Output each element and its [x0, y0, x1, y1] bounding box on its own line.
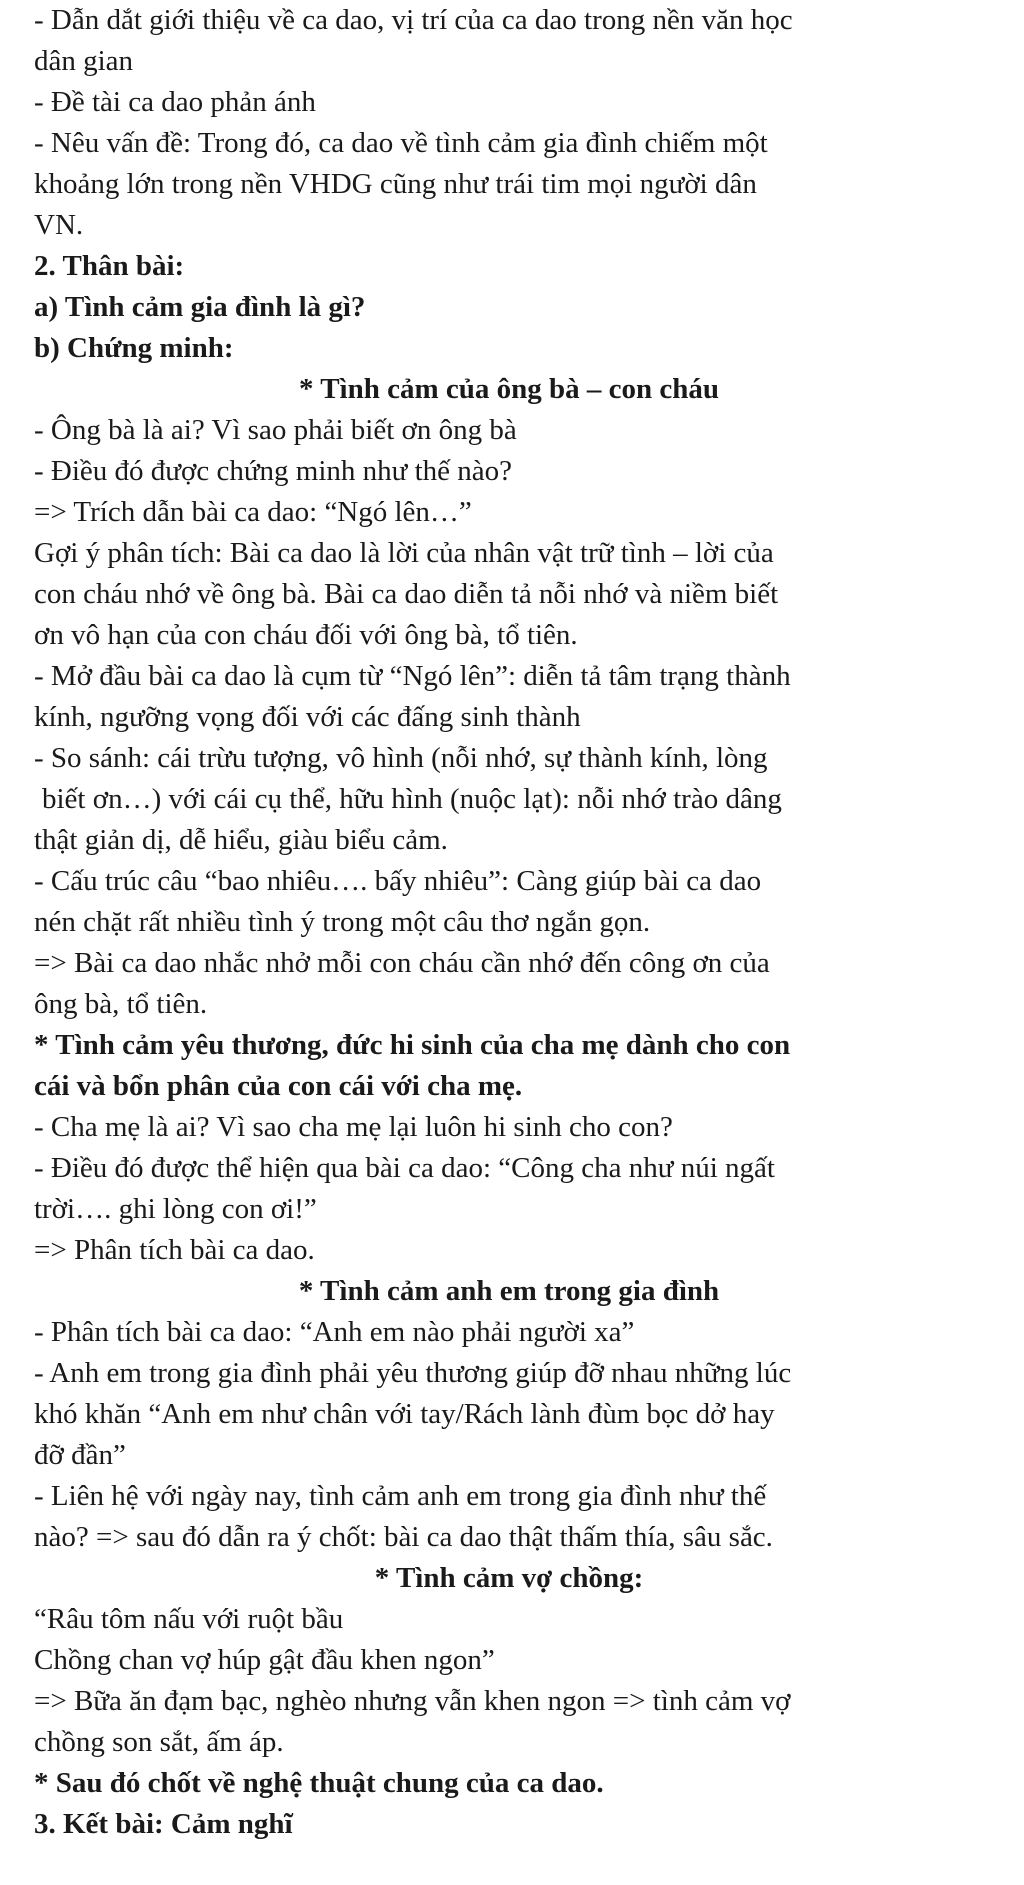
text-line: - Điều đó được chứng minh như thế nào?	[34, 455, 513, 487]
text-line: - So sánh: cái trừu tượng, vô hình (nỗi nhớ, sự thành kính, lòng	[34, 742, 768, 774]
text-line: dân gian	[34, 45, 134, 77]
section-heading-body: 2. Thân bài:	[34, 250, 185, 282]
text-line: khoảng lớn trong nền VHDG cũng như trái tim mọi người dân	[34, 168, 757, 200]
text-line: - Dẫn dắt giới thiệu về ca dao, vị trí của ca dao trong nền văn học	[34, 4, 793, 36]
text-line: - Anh em trong gia đình phải yêu thương giúp đỡ nhau những lúc	[34, 1357, 792, 1389]
text-line: biết ơn…) với cái cụ thể, hữu hình (nuộc lạt): nỗi nhớ trào dâng	[42, 783, 782, 815]
topic-heading-art: * Sau đó chốt về nghệ thuật chung của ca dao.	[34, 1767, 604, 1799]
text-line: - Phân tích bài ca dao: “Anh em nào phải người xa”	[34, 1316, 635, 1348]
text-line: => Trích dẫn bài ca dao: “Ngó lên…”	[34, 496, 472, 528]
text-line: - Điều đó được thể hiện qua bài ca dao: “Công cha như núi ngất	[34, 1152, 775, 1184]
text-line: khó khăn “Anh em như chân với tay/Rách lành đùm bọc dở hay	[34, 1398, 775, 1430]
text-line: => Bữa ăn đạm bạc, nghèo nhưng vẫn khen ngon => tình cảm vợ	[34, 1685, 791, 1717]
text-line: - Nêu vấn đề: Trong đó, ca dao về tình cảm gia đình chiếm một	[34, 127, 768, 159]
section-heading-conclusion: 3. Kết bài: Cảm nghĩ	[34, 1808, 293, 1840]
text-line: chồng son sắt, ấm áp.	[34, 1726, 284, 1758]
text-line: Chồng chan vợ húp gật đầu khen ngon”	[34, 1644, 495, 1676]
subheading-a: a) Tình cảm gia đình là gì?	[34, 291, 366, 323]
text-line: => Bài ca dao nhắc nhở mỗi con cháu cần nhớ đến công ơn của	[34, 947, 770, 979]
text-line: - Đề tài ca dao phản ánh	[34, 86, 316, 118]
text-line: kính, ngưỡng vọng đối với các đấng sinh thành	[34, 701, 581, 733]
text-line: - Cha mẹ là ai? Vì sao cha mẹ lại luôn hi sinh cho con?	[34, 1111, 673, 1143]
topic-heading-spouses: * Tình cảm vợ chồng:	[374, 1562, 644, 1594]
topic-heading-grandparents: * Tình cảm của ông bà – con cháu	[298, 373, 720, 405]
text-line: - Ông bà là ai? Vì sao phải biết ơn ông bà	[34, 414, 517, 446]
topic-heading-parents: * Tình cảm yêu thương, đức hi sinh của cha mẹ dành cho con	[34, 1029, 791, 1061]
topic-heading-siblings: * Tình cảm anh em trong gia đình	[298, 1275, 720, 1307]
text-line: => Phân tích bài ca dao.	[34, 1234, 315, 1266]
text-line: thật giản dị, dễ hiểu, giàu biểu cảm.	[34, 824, 448, 856]
text-line: - Cấu trúc câu “bao nhiêu…. bấy nhiêu”: Càng giúp bài ca dao	[34, 865, 762, 897]
text-line: con cháu nhớ về ông bà. Bài ca dao diễn tả nỗi nhớ và niềm biết	[34, 578, 779, 610]
text-line: - Mở đầu bài ca dao là cụm từ “Ngó lên”: diễn tả tâm trạng thành	[34, 660, 791, 692]
text-line: - Liên hệ với ngày nay, tình cảm anh em trong gia đình như thế	[34, 1480, 767, 1512]
text-line: nén chặt rất nhiều tình ý trong một câu thơ ngắn gọn.	[34, 906, 651, 938]
topic-heading-parents-cont: cái và bổn phân của con cái với cha mẹ.	[34, 1070, 523, 1102]
text-line: Gợi ý phân tích: Bài ca dao là lời của nhân vật trữ tình – lời của	[34, 537, 774, 569]
text-line: VN.	[34, 209, 84, 241]
text-line: trời…. ghi lòng con ơi!”	[34, 1193, 317, 1225]
text-line: ông bà, tổ tiên.	[34, 988, 208, 1020]
text-line: nào? => sau đó dẫn ra ý chốt: bài ca dao thật thấm thía, sâu sắc.	[34, 1521, 773, 1553]
text-line: đỡ đần”	[34, 1439, 126, 1471]
text-line: “Râu tôm nấu với ruột bầu	[34, 1603, 344, 1635]
subheading-b: b) Chứng minh:	[34, 332, 234, 364]
text-line: ơn vô hạn của con cháu đối với ông bà, tổ tiên.	[34, 619, 578, 651]
